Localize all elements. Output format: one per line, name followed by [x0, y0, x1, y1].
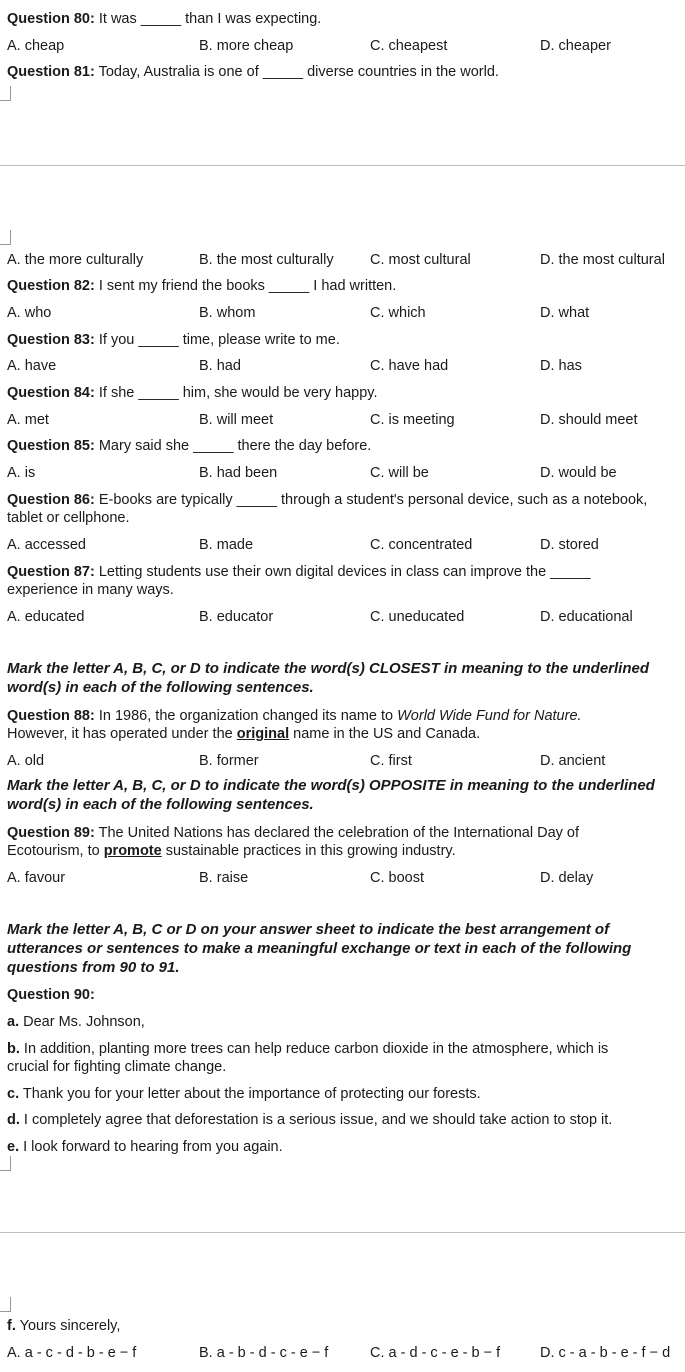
question-label: Question 83:	[7, 332, 95, 348]
option-b[interactable]: B. a - b - d - c - e − f	[199, 1345, 329, 1361]
option-c[interactable]: C. have had	[370, 358, 449, 374]
question-text: E-books are typically _____ through a student's personal device, such as a notebook,	[94, 492, 648, 508]
option-d[interactable]: D. what	[540, 305, 590, 321]
question-text: It was _____ than I was expecting.	[94, 11, 322, 27]
page-divider	[0, 165, 685, 166]
options-90	[0, 1344, 685, 1362]
option-a[interactable]: A. cheap	[7, 38, 65, 54]
option-b[interactable]: B. the most culturally	[199, 252, 334, 268]
question-label: Question 88:	[7, 708, 95, 724]
option-a[interactable]: A. educated	[7, 609, 85, 625]
option-d[interactable]: D. educational	[540, 609, 633, 625]
item-e: e. I look forward to hearing from you again.	[7, 1139, 283, 1155]
page-divider	[0, 1232, 685, 1233]
question-89-cont: Ecotourism, to promote sustainable practices in this growing industry.	[7, 843, 456, 859]
question-text: I sent my friend the books _____ I had written.	[94, 278, 397, 294]
options-82	[0, 304, 685, 322]
options-87	[0, 608, 685, 626]
item-f: f. Yours sincerely,	[7, 1318, 121, 1334]
item-b-cont: crucial for fighting climate change.	[7, 1059, 227, 1075]
option-c[interactable]: C. a - d - c - e - b − f	[370, 1345, 501, 1361]
option-d[interactable]: D. stored	[540, 537, 599, 553]
question-label: Question 90:	[7, 987, 95, 1003]
option-b[interactable]: B. had	[199, 358, 241, 374]
question-label: Question 81:	[7, 64, 95, 80]
option-b[interactable]: B. will meet	[199, 412, 274, 428]
option-b[interactable]: B. former	[199, 753, 259, 769]
question-90	[7, 986, 95, 1004]
option-d[interactable]: D. would be	[540, 465, 617, 481]
option-b[interactable]: B. more cheap	[199, 38, 294, 54]
italic-name: World Wide Fund for Nature.	[397, 708, 582, 724]
option-a[interactable]: A. met	[7, 412, 49, 428]
instruction-closest-cont: word(s) in each of the following sentences.	[7, 679, 314, 696]
page-break-mark	[0, 1156, 11, 1171]
option-a[interactable]: A. a - c - d - b - e − f	[7, 1345, 137, 1361]
question-label: Question 89:	[7, 825, 95, 841]
option-d[interactable]: D. ancient	[540, 753, 606, 769]
options-84	[0, 411, 685, 429]
option-b[interactable]: B. raise	[199, 870, 249, 886]
option-b[interactable]: B. whom	[199, 305, 256, 321]
question-81	[7, 63, 499, 81]
option-d[interactable]: D. cheaper	[540, 38, 611, 54]
options-85	[0, 464, 685, 482]
question-label: Question 80:	[7, 11, 95, 27]
page-break-mark	[0, 86, 11, 101]
option-a[interactable]: A. the more culturally	[7, 252, 144, 268]
option-a[interactable]: A. accessed	[7, 537, 86, 553]
options-81	[0, 251, 685, 269]
option-d[interactable]: D. has	[540, 358, 582, 374]
instruction-arrangement-cont: utterances or sentences to make a meaningful exchange or text in each of the following	[7, 940, 632, 957]
option-a[interactable]: A. who	[7, 305, 52, 321]
question-89	[7, 824, 579, 842]
option-c[interactable]: C. boost	[370, 870, 425, 886]
question-84	[7, 384, 377, 402]
option-c[interactable]: C. uneducated	[370, 609, 465, 625]
option-d[interactable]: D. c - a - b - e - f − d	[540, 1345, 671, 1361]
option-a[interactable]: A. have	[7, 358, 57, 374]
question-label: Question 87:	[7, 564, 95, 580]
option-a[interactable]: A. is	[7, 465, 36, 481]
question-85	[7, 437, 371, 455]
options-88	[0, 752, 685, 770]
option-d[interactable]: D. should meet	[540, 412, 638, 428]
options-83	[0, 357, 685, 375]
question-86-cont: tablet or cellphone.	[7, 510, 130, 526]
question-text: Letting students use their own digital devices in class can improve the _____	[94, 564, 591, 580]
instruction-opposite: Mark the letter A, B, C, or D to indicate the word(s) OPPOSITE in meaning to the underlined	[7, 777, 655, 794]
option-b[interactable]: B. educator	[199, 609, 274, 625]
question-label: Question 86:	[7, 492, 95, 508]
instruction-arrangement: Mark the letter A, B, C or D on your answer sheet to indicate the best arrangement of	[7, 921, 610, 938]
item-c: c. Thank you for your letter about the importance of protecting our forests.	[7, 1086, 481, 1102]
option-c[interactable]: C. first	[370, 753, 412, 769]
option-c[interactable]: C. which	[370, 305, 426, 321]
question-88	[7, 707, 582, 725]
instruction-arrangement-cont2: questions from 90 to 91.	[7, 959, 180, 976]
question-label: Question 85:	[7, 438, 95, 454]
question-text: In 1986, the organization changed its name to	[94, 708, 398, 724]
question-86	[7, 491, 685, 509]
question-87	[7, 563, 591, 581]
option-a[interactable]: A. favour	[7, 870, 66, 886]
instruction-closest: Mark the letter A, B, C, or D to indicate the word(s) CLOSEST in meaning to the underlined	[7, 660, 649, 677]
underlined-word: original	[236, 726, 290, 742]
underlined-word: promote	[103, 843, 162, 859]
question-text: If you _____ time, please write to me.	[94, 332, 340, 348]
options-86	[0, 536, 685, 554]
option-a[interactable]: A. old	[7, 753, 45, 769]
options-89	[0, 869, 685, 887]
option-b[interactable]: B. had been	[199, 465, 278, 481]
instruction-opposite-cont: word(s) in each of the following sentences.	[7, 796, 314, 813]
option-c[interactable]: C. is meeting	[370, 412, 455, 428]
page-break-mark	[0, 230, 11, 245]
question-text: If she _____ him, she would be very happy.	[94, 385, 378, 401]
question-83	[7, 331, 340, 349]
page-break-mark	[0, 1297, 11, 1312]
option-d[interactable]: D. delay	[540, 870, 594, 886]
option-d[interactable]: D. the most cultural	[540, 252, 665, 268]
item-d: d. I completely agree that deforestation is a serious issue, and we should take action to stop it.	[7, 1112, 613, 1128]
item-b: b. In addition, planting more trees can help reduce carbon dioxide in the atmosphere, which is	[7, 1041, 609, 1057]
question-88-cont: However, it has operated under the original name in the US and Canada.	[7, 726, 481, 742]
question-80	[7, 10, 321, 28]
option-c[interactable]: C. concentrated	[370, 537, 473, 553]
option-c[interactable]: C. cheapest	[370, 38, 448, 54]
options-80	[0, 37, 685, 55]
option-b[interactable]: B. made	[199, 537, 254, 553]
item-a: a. Dear Ms. Johnson,	[7, 1014, 145, 1030]
question-82	[7, 277, 396, 295]
option-c[interactable]: C. most cultural	[370, 252, 471, 268]
question-text: Today, Australia is one of _____ diverse countries in the world.	[94, 64, 499, 80]
question-label: Question 82:	[7, 278, 95, 294]
question-text: Mary said she _____ there the day before.	[94, 438, 372, 454]
option-c[interactable]: C. will be	[370, 465, 429, 481]
question-text: The United Nations has declared the celebration of the International Day of	[94, 825, 579, 841]
question-label: Question 84:	[7, 385, 95, 401]
question-87-cont: experience in many ways.	[7, 582, 174, 598]
